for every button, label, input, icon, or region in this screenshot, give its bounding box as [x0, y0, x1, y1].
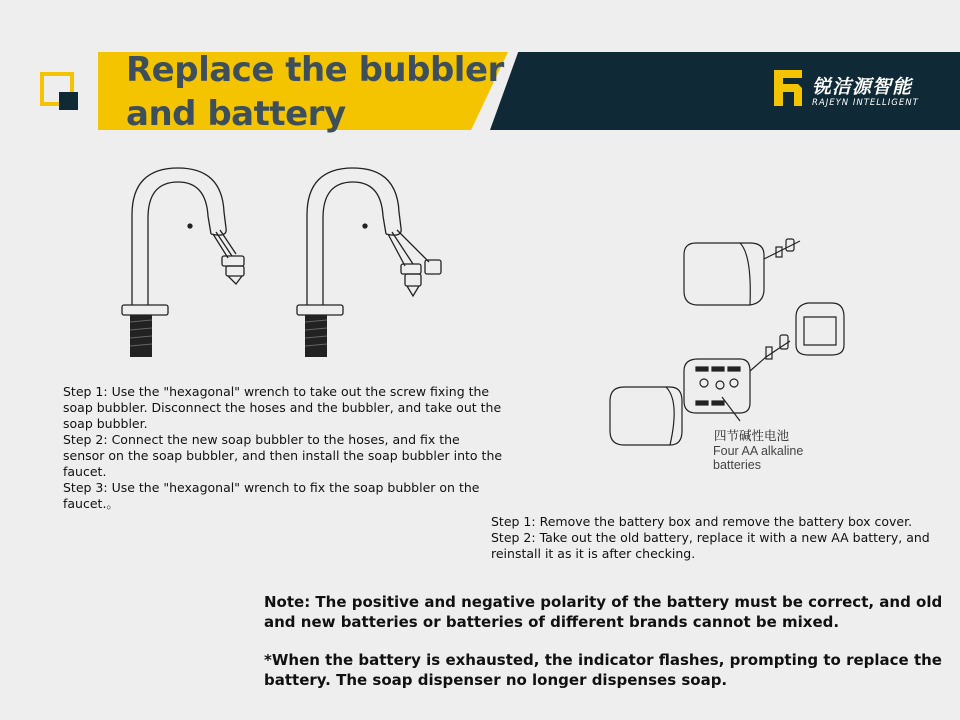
battery-box-illustration	[600, 225, 850, 455]
battery-step-1: Step 1: Remove the battery box and remove the battery box cover.	[491, 514, 913, 529]
page-title: Replace the bubbler and battery	[126, 50, 504, 134]
logo-mark-icon	[772, 68, 806, 108]
logo-chinese-text: 锐洁源智能	[812, 76, 913, 98]
faucet-illustration-installed	[293, 160, 453, 360]
battery-label-english: Four AA alkaline batteries	[713, 444, 804, 472]
logo-english-text: RAJEYN INTELLIGENT	[812, 98, 919, 108]
polarity-note: Note: The positive and negative polarity of the battery must be correct, and old and new batteries or batteries of different brands cannot be mixed.	[264, 593, 943, 631]
battery-exhausted-note: *When the battery is exhausted, the indicator flashes, prompting to replace the battery. The soap dispenser no longer dispenses soap.	[264, 651, 942, 689]
brand-logo	[772, 68, 942, 112]
bubbler-step-3: Step 3: Use the "hexagonal" wrench to fix the soap bubbler on the faucet.。	[63, 480, 480, 511]
battery-instructions	[491, 514, 951, 562]
bubbler-step-2: Step 2: Connect the new soap bubbler to the hoses, and fix the sensor on the soap bubbler, and then install the soap bubbler into the faucet.	[63, 432, 503, 479]
faucet-illustration-removed	[118, 160, 268, 360]
decorative-square-icon	[40, 72, 78, 110]
bubbler-instructions	[63, 384, 503, 512]
battery-label-chinese: 四节碱性电池	[714, 428, 790, 443]
battery-step-2: Step 2: Take out the old battery, replace it with a new AA battery, and reinstall it as it is after checking.	[491, 530, 930, 561]
bubbler-step-1: Step 1: Use the "hexagonal" wrench to take out the screw fixing the soap bubbler. Disconnect the hoses and the bubbler, and take out the soap bubbler.	[63, 384, 502, 431]
notes-section	[264, 592, 954, 708]
